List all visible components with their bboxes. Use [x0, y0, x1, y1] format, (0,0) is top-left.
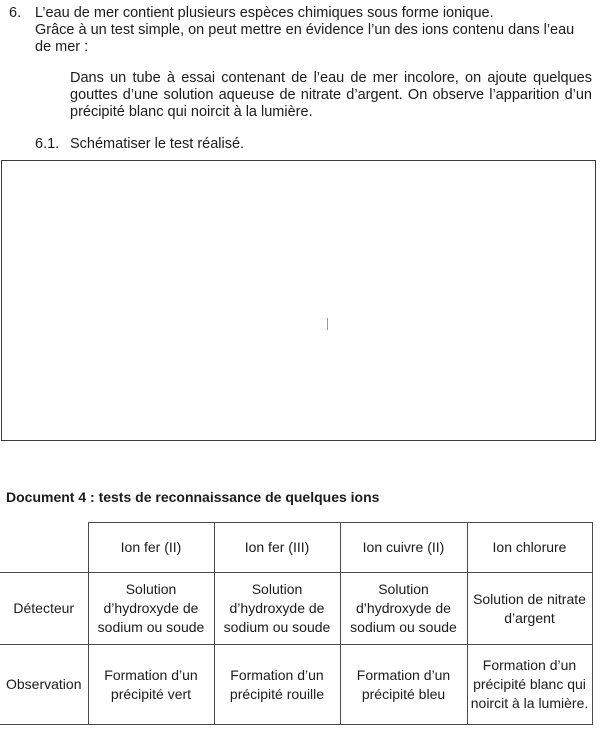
- table-row: [0, 573, 592, 645]
- table-cell: Formation d’un précipité bleu: [340, 645, 467, 725]
- column-header: Ion fer (II): [88, 523, 214, 573]
- table-corner-cell: [0, 523, 88, 573]
- column-header: Ion chlorure: [467, 523, 592, 573]
- subquestion-number: 6.1.: [35, 136, 60, 152]
- column-header: Ion fer (III): [214, 523, 340, 573]
- question-number: 6.: [9, 5, 22, 21]
- experiment-description: Dans un tube à essai contenant de l’eau de mer incolore, on ajoute quelques gouttes d’une solution aqueuse de nitrate d’argent. On observe l’apparition d’un précipité blanc qui noircit à la lumière.: [70, 70, 592, 120]
- row-header: Détecteur: [0, 573, 88, 645]
- table-row: [0, 645, 592, 725]
- table-cell: Solution de nitrate d’argent: [467, 573, 592, 645]
- table-cell: Formation d’un précipité rouille: [214, 645, 340, 725]
- answer-box[interactable]: [1, 160, 596, 441]
- ion-tests-table: [0, 522, 593, 725]
- question-intro-line: L’eau de mer contient plusieurs espèces chimiques sous forme ionique.: [35, 5, 494, 21]
- table-cell: Solution d’hydroxyde de sodium ou soude: [214, 573, 340, 645]
- pencil-mark: [327, 318, 328, 330]
- row-header: Observation: [0, 645, 88, 725]
- table-cell: Solution d’hydroxyde de sodium ou soude: [340, 573, 467, 645]
- table-cell: Formation d’un précipité blanc qui noircit à la lumière.: [467, 645, 592, 725]
- table-cell: Solution d’hydroxyde de sodium ou soude: [88, 573, 214, 645]
- document-title: Document 4 : tests de reconnaissance de quelques ions: [6, 489, 380, 505]
- table-header-row: [0, 523, 592, 573]
- subquestion-text: Schématiser le test réalisé.: [70, 136, 245, 152]
- column-header: Ion cuivre (II): [340, 523, 467, 573]
- question-intro-text: Grâce à un test simple, on peut mettre en évidence l’un des ions contenu dans l’eau de mer :: [35, 22, 575, 55]
- table-cell: Formation d’un précipité vert: [88, 645, 214, 725]
